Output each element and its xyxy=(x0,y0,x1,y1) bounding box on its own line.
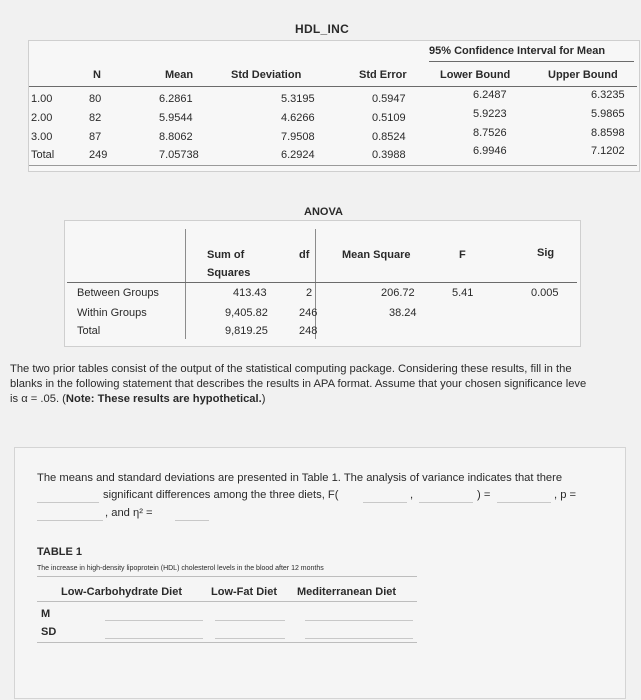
f-equals: ) = xyxy=(477,489,491,501)
descriptives-table: 95% Confidence Interval for Mean N Mean Std Deviation Std Error Lower Bound Upper Bound 1.00 80 6.2861 5.3195 0.5947 6.2487 6.3235 2.00 82 5.9544 4.6266 0.5109 5.9223 5.9865 3.00 87 8.8062 7.9508 0.8524 8.7526 8.8598 Total 249 7.05738 6.2924 0.3988 6.9946 7.1202 xyxy=(28,40,640,172)
header-rule xyxy=(67,282,577,283)
eta-value-blank[interactable] xyxy=(175,504,209,521)
anova-title: ANOVA xyxy=(304,206,343,218)
sd-low-carb-blank[interactable] xyxy=(105,622,203,639)
p-value-blank[interactable] xyxy=(37,504,103,521)
col-header-lower-bound: Lower Bound xyxy=(440,69,511,81)
col-header-f: F xyxy=(459,249,466,261)
col-header-sum-of: Sum of xyxy=(207,249,245,261)
df-comma: , xyxy=(410,489,414,501)
col-header-df: df xyxy=(299,249,310,261)
col-header-squares: Squares xyxy=(207,267,251,279)
col-header-mediterranean: Mediterranean Diet xyxy=(297,586,397,598)
m-low-carb-blank[interactable] xyxy=(105,604,203,621)
f-value-blank[interactable] xyxy=(497,486,551,503)
significance-blank[interactable] xyxy=(37,486,99,503)
col-header-low-carb: Low-Carbohydrate Diet xyxy=(61,586,183,598)
col-header-n: N xyxy=(93,69,101,81)
instruction-paragraph: The two prior tables consist of the output of the statistical computing package. Considering these results, fill in the blanks in the following statement that describes the results in APA format. Assume that your chosen significance leve is α = .05. (Note: These results are hypothetical.) xyxy=(10,363,587,405)
col-divider xyxy=(185,229,186,339)
table1-bottom-rule xyxy=(37,642,417,643)
col-header-upper-bound: Upper Bound xyxy=(548,69,618,81)
m-mediterranean-blank[interactable] xyxy=(305,604,413,621)
sd-mediterranean-blank[interactable] xyxy=(305,622,413,639)
col-header-rule xyxy=(37,601,417,602)
header-rule xyxy=(29,86,637,87)
answer-box xyxy=(14,447,626,699)
col-divider xyxy=(315,229,316,339)
eta-label: , and η² = xyxy=(105,507,153,519)
row-label-m: M xyxy=(41,608,51,620)
ci-header-rule xyxy=(429,61,634,62)
col-header-mean: Mean xyxy=(165,69,194,81)
df2-blank[interactable] xyxy=(419,486,473,503)
col-header-std-error: Std Error xyxy=(359,69,407,81)
p-equals: , p = xyxy=(554,489,577,501)
ci-header: 95% Confidence Interval for Mean xyxy=(429,45,606,57)
note-text: Note: These results are hypothetical. xyxy=(65,393,262,405)
col-header-mean-square: Mean Square xyxy=(342,249,411,261)
table1-caption: The increase in high-density lipoprotein (HDL) cholesterol levels in the blood after 12 months xyxy=(37,565,324,572)
statement-line1: The means and standard deviations are presented in Table 1. The analysis of variance indicates that there xyxy=(37,472,563,484)
col-header-std-deviation: Std Deviation xyxy=(231,69,302,81)
sd-low-fat-blank[interactable] xyxy=(215,622,285,639)
col-header-sig: Sig xyxy=(537,247,555,259)
anova-table: Sum of Squares df Mean Square F Sig Between Groups 413.43 2 206.72 5.41 0.005 Within Groups 9,405.82 246 38.24 Total 9,819.25 248 xyxy=(64,220,581,347)
footer-rule xyxy=(29,165,637,166)
statement-significant: significant differences among the three diets, F( xyxy=(103,489,339,501)
col-header-low-fat: Low-Fat Diet xyxy=(211,586,277,598)
row-label-sd: SD xyxy=(41,626,57,638)
descriptives-title: HDL_INC xyxy=(295,22,350,36)
m-low-fat-blank[interactable] xyxy=(215,604,285,621)
caption-rule xyxy=(37,576,417,577)
df1-blank[interactable] xyxy=(363,486,407,503)
table1-label: TABLE 1 xyxy=(37,546,83,558)
